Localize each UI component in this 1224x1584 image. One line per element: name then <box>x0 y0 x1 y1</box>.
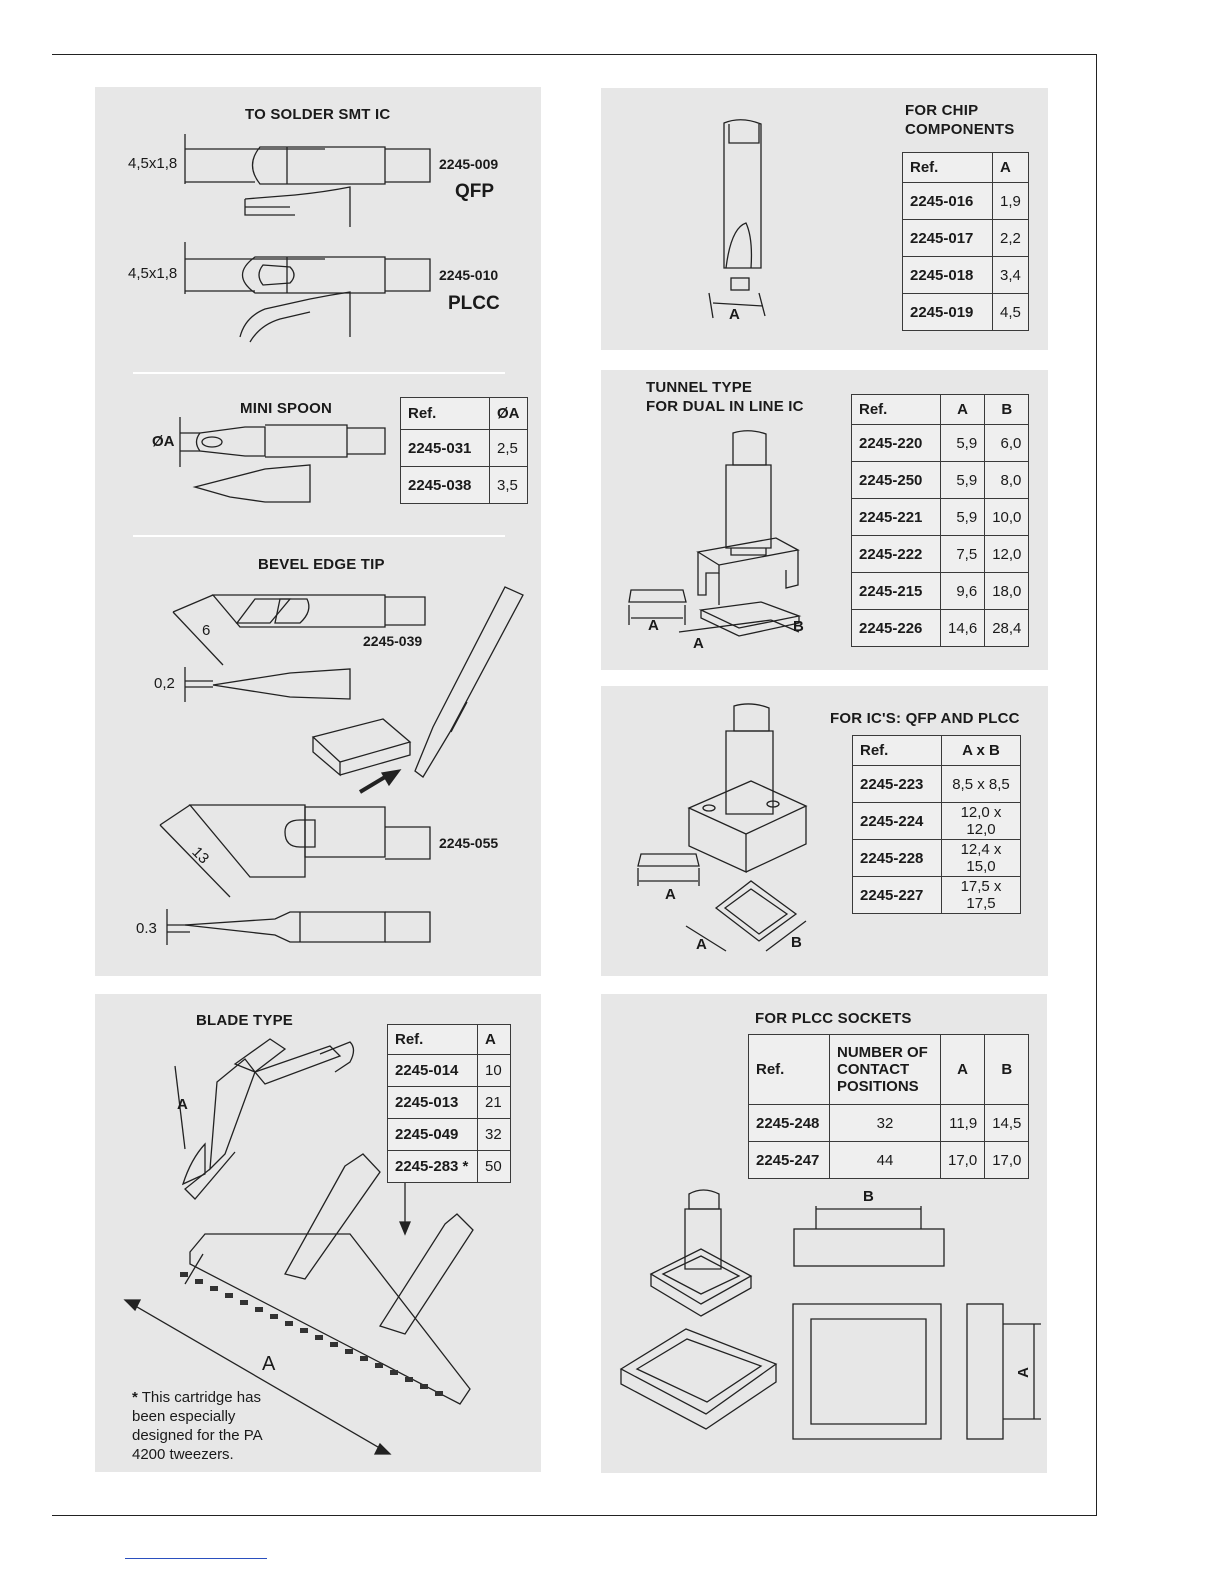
blade-dim-a-large: A <box>262 1353 276 1375</box>
table-cell: 14,6 <box>941 610 985 647</box>
footnote-star: * <box>132 1389 138 1406</box>
table-header: A <box>993 153 1029 183</box>
table-cell: 2245-250 <box>852 462 941 499</box>
table-cell: 32 <box>478 1119 511 1151</box>
table-header: NUMBER OF CONTACT POSITIONS <box>830 1035 941 1105</box>
table-cell: 10,0 <box>985 499 1029 536</box>
qfp-name: QFP <box>455 181 495 202</box>
chip-title-line1: FOR CHIP <box>905 102 979 119</box>
table-row <box>388 1087 511 1119</box>
table-cell: 2245-227 <box>853 877 942 914</box>
table-cell: 2245-014 <box>388 1055 478 1087</box>
table-row <box>749 1105 1029 1142</box>
plcc-code: 2245-010 <box>439 267 499 283</box>
table-cell: 5,9 <box>941 499 985 536</box>
top-rule <box>52 54 1097 55</box>
table-header: ØA <box>490 398 528 430</box>
table-header: B <box>985 1035 1029 1105</box>
qfp-dim-label: 4,5x1,8 <box>128 155 178 172</box>
table-cell: 2245-019 <box>903 294 993 331</box>
panel-smt-ic <box>95 87 541 976</box>
bevel-code-039: 2245-039 <box>363 633 423 649</box>
mini-spoon-dim-label: ØA <box>152 433 175 450</box>
table-cell: 44 <box>830 1142 941 1179</box>
bevel-title: BEVEL EDGE TIP <box>258 556 385 573</box>
table-cell: 2245-215 <box>852 573 941 610</box>
tunnel-dim-a-left: A <box>648 617 659 634</box>
table-header: Ref. <box>852 395 941 425</box>
smt-ic-title: TO SOLDER SMT IC <box>245 106 391 123</box>
table-header: A <box>941 395 985 425</box>
table-row <box>853 803 1021 840</box>
qfp-code: 2245-009 <box>439 156 499 172</box>
table-cell: 17,5 x 17,5 <box>942 877 1021 914</box>
table-row <box>852 425 1029 462</box>
table-cell: 17,0 <box>941 1142 985 1179</box>
bevel-dim-6: 6 <box>202 622 211 639</box>
table-cell: 12,4 x 15,0 <box>942 840 1021 877</box>
table-cell: 2245-221 <box>852 499 941 536</box>
table-header: A <box>478 1025 511 1055</box>
table-cell: 2245-017 <box>903 220 993 257</box>
table-cell: 2245-038 <box>401 467 490 504</box>
table-row <box>401 467 528 504</box>
table-row <box>401 430 528 467</box>
tunnel-dim-a: A <box>693 635 704 652</box>
table-cell: 12,0 x 12,0 <box>942 803 1021 840</box>
panel-tunnel-type <box>601 370 1048 670</box>
table-cell: 2245-031 <box>401 430 490 467</box>
table-cell: 2245-248 <box>749 1105 830 1142</box>
table-header: Ref. <box>401 398 490 430</box>
table-row <box>852 573 1029 610</box>
table-cell: 2245-222 <box>852 536 941 573</box>
table-cell: 2245-013 <box>388 1087 478 1119</box>
table-header: Ref. <box>749 1035 830 1105</box>
table-row <box>852 499 1029 536</box>
table-cell: 2245-016 <box>903 183 993 220</box>
plcc-sockets-table <box>748 1034 1029 1179</box>
table-cell: 4,5 <box>993 294 1029 331</box>
qfp-title: FOR IC'S: QFP AND PLCC <box>830 710 1020 727</box>
table-cell: 21 <box>478 1087 511 1119</box>
bevel-dim-03: 0.3 <box>136 920 157 937</box>
chip-dim-a: A <box>729 306 740 323</box>
table-cell: 1,9 <box>993 183 1029 220</box>
blade-title: BLADE TYPE <box>196 1012 294 1029</box>
table-row <box>903 183 1029 220</box>
table-cell: 3,5 <box>490 467 528 504</box>
plcc-dim-b: B <box>863 1188 874 1205</box>
table-cell: 2245-226 <box>852 610 941 647</box>
table-cell: 18,0 <box>985 573 1029 610</box>
table-row <box>903 257 1029 294</box>
table-row <box>388 1151 511 1183</box>
panel-blade-type <box>95 994 541 1472</box>
footer-link-underline <box>125 1558 267 1559</box>
table-row <box>853 766 1021 803</box>
table-row <box>388 1055 511 1087</box>
table-cell: 32 <box>830 1105 941 1142</box>
qfp-table <box>852 735 1021 914</box>
bottom-rule <box>52 1515 1097 1516</box>
table-cell: 5,9 <box>941 462 985 499</box>
right-rule <box>1096 54 1097 1516</box>
plcc-sockets-title: FOR PLCC SOCKETS <box>755 1010 912 1027</box>
table-cell: 2245-223 <box>853 766 942 803</box>
table-cell: 2245-228 <box>853 840 942 877</box>
table-header: B <box>985 395 1029 425</box>
panel-plcc-sockets <box>601 994 1047 1473</box>
table-cell: 2,2 <box>993 220 1029 257</box>
bevel-dim-13: 13 <box>188 843 213 868</box>
table-header: A <box>941 1035 985 1105</box>
qfp-dim-b: B <box>791 934 802 951</box>
footnote-text: This cartridge has been especially designed for the PA 4200 tweezers. <box>132 1389 262 1463</box>
plcc-dim-a: A <box>1014 1367 1032 1378</box>
table-cell: 8,5 x 8,5 <box>942 766 1021 803</box>
table-row <box>903 220 1029 257</box>
table-row <box>749 1142 1029 1179</box>
table-header: Ref. <box>903 153 993 183</box>
table-row <box>852 536 1029 573</box>
table-row <box>853 840 1021 877</box>
tunnel-dim-b: B <box>793 618 804 635</box>
table-cell: 2245-220 <box>852 425 941 462</box>
blade-dim-a-small: A <box>177 1096 188 1113</box>
table-cell: 8,0 <box>985 462 1029 499</box>
table-cell: 12,0 <box>985 536 1029 573</box>
table-cell: 10 <box>478 1055 511 1087</box>
tunnel-table <box>851 394 1029 647</box>
tunnel-title-line2: FOR DUAL IN LINE IC <box>646 398 804 415</box>
plcc-dim-label: 4,5x1,8 <box>128 265 178 282</box>
table-header: A x B <box>942 736 1021 766</box>
qfp-dim-a-left: A <box>665 886 676 903</box>
chip-title-line2: COMPONENTS <box>905 121 1015 138</box>
table-cell: 5,9 <box>941 425 985 462</box>
table-cell: 11,9 <box>941 1105 985 1142</box>
table-cell: 14,5 <box>985 1105 1029 1142</box>
mini-spoon-title: MINI SPOON <box>240 400 333 417</box>
table-header: Ref. <box>388 1025 478 1055</box>
bevel-code-055: 2245-055 <box>439 835 499 851</box>
table-row <box>853 877 1021 914</box>
plcc-name: PLCC <box>448 293 500 314</box>
table-cell: 3,4 <box>993 257 1029 294</box>
table-cell: 6,0 <box>985 425 1029 462</box>
table-cell: 2245-018 <box>903 257 993 294</box>
tunnel-title-line1: TUNNEL TYPE <box>646 379 753 396</box>
table-cell: 28,4 <box>985 610 1029 647</box>
table-cell: 7,5 <box>941 536 985 573</box>
table-row <box>852 462 1029 499</box>
table-row <box>852 610 1029 647</box>
table-cell: 2245-224 <box>853 803 942 840</box>
qfp-dim-a: A <box>696 936 707 953</box>
mini-spoon-table <box>400 397 528 504</box>
panel-chip-components <box>601 88 1048 350</box>
table-cell: 2245-283 * <box>388 1151 478 1183</box>
table-cell: 2245-049 <box>388 1119 478 1151</box>
table-cell: 9,6 <box>941 573 985 610</box>
bevel-dim-02: 0,2 <box>154 675 175 692</box>
table-cell: 2245-247 <box>749 1142 830 1179</box>
table-header: Ref. <box>853 736 942 766</box>
table-row <box>388 1119 511 1151</box>
blade-footnote <box>132 1388 282 1464</box>
table-cell: 2,5 <box>490 430 528 467</box>
table-row <box>903 294 1029 331</box>
blade-table <box>387 1024 511 1183</box>
panel-qfp-plcc <box>601 686 1048 976</box>
chip-table <box>902 152 1029 331</box>
table-cell: 17,0 <box>985 1142 1029 1179</box>
table-cell: 50 <box>478 1151 511 1183</box>
